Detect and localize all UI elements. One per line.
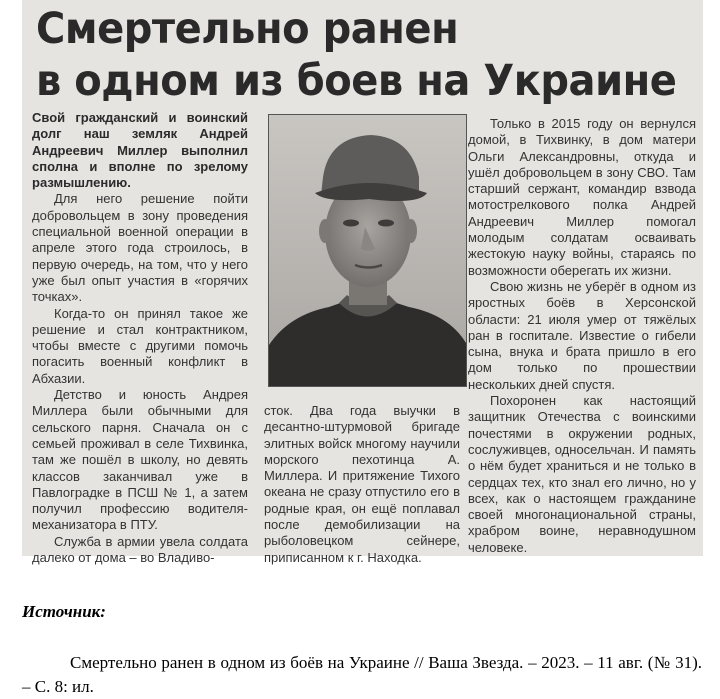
paragraph: Похоронен как настоящий защитник Отечества с воинскими почестями в окружении родных, сослуживцев, односельчан. И память о нём будет храниться и не только в сердцах тех, кто знал его лично, но у всех, как о настоящем гражданине своей многонациональной страны, храбром воине, неравнодушном человеке. [468,393,696,555]
portrait-photo-icon [269,115,466,386]
article-column-2 [264,403,460,566]
portrait-photo [268,114,467,387]
article-column-1 [32,110,248,566]
source-citation: Смертельно ранен в одном из боёв на Украине // Ваша Звезда. – 2023. – 11 авг. (№ 31). – С. 8: ил. [22,653,702,696]
paragraph: Детство и юность Андрея Миллера были обычными для сельского парня. Сначала он с семьей проживал в селе Тихвинка, там же пошёл в школу, но девять классов заканчивал уже в Павлоградке в ПСШ № 1, а затем получил профессию водителя-механизатора в ПТУ. [32,387,248,533]
paragraph: Свою жизнь не уберёг в одном из яростных боёв в Херсонской области: 21 июля умер от тяжёлых ран в госпитале. Известие о гибели сына, внука и брата пришло в его дом только по прошествии нескольких дней спустя. [468,278,696,392]
paragraph: Только в 2015 году он вернулся домой, в Тихвинку, в дом матери Ольги Александровны, откуда и ушёл добровольцем в зону СВО. Там старший сержант, командир взвода мотострелкового полка Андрей Андреевич Миллер помогал молодым солдатам осваивать жестокую науку войны, стараясь по возможности оберегать их жизни. [468,116,696,278]
newspaper-clipping [22,0,703,566]
paragraph: сток. Два года выучки в десантно-штурмовой бригаде элитных войск многому научили морского пехотинца А. Миллера. И притяжение Тихого океана не сразу отпустило его в родные края, он ещё поплавал после демобилизации на рыболовецком сейнере, приписанном к г. Находка. [264,403,460,565]
article-column-3 [468,116,696,556]
article-lead: Свой гражданский и воинский долг наш земляк Андрей Андреевич Миллер выполнил сполна и вполне по зрелому размышлению. [32,110,248,191]
headline-line1: Смертельно ранен [36,4,459,54]
paragraph: Для него решение пойти добровольцем в зону проведения специальной военной операции в апреле этого года строилось, в первую очередь, на том, что у него уже был опыт участия в «горячих точках». [32,191,248,305]
source-label: Источник: [22,602,106,621]
headline-line2: в одном из боев на Украине [36,56,677,106]
paragraph: Когда-то он принял такое же решение и стал контрактником, чтобы вместе с другими помочь погасить военный конфликт в Абхазии. [32,305,248,386]
paragraph: Служба в армии увела солдата далеко от дома – во Владиво- [32,533,248,566]
